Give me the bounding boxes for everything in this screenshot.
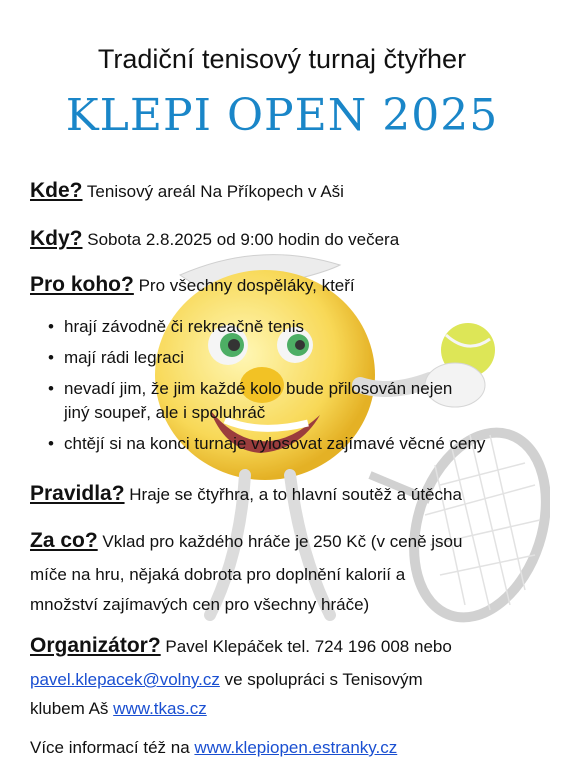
for-whom-row — [30, 274, 550, 297]
list-item — [48, 377, 485, 425]
organizer-heading: Organizátor? — [30, 634, 161, 657]
when-heading: Kdy? — [30, 227, 83, 250]
email-link[interactable]: pavel.klepacek@volny.cz — [30, 670, 220, 689]
fee-line-2: míče na hru, nějaká dobrota pro doplnění kalorií a — [30, 565, 406, 584]
rules-text: Hraje se čtyřhra, a to hlavní soutěž a útěcha — [129, 485, 462, 504]
list-item-continuation: jiný soupeř, ale i spoluhráč — [64, 403, 266, 422]
fee-text: Vklad pro každého hráče je 250 Kč (v ceně jsou — [102, 532, 463, 551]
rules-heading: Pravidla? — [30, 482, 125, 505]
when-text: Sobota 2.8.2025 od 9:00 hodin do večera — [87, 230, 400, 249]
fee-line-3: množství zajímavých cen pro všechny hráče) — [30, 595, 370, 614]
organizer-line-2 — [30, 669, 423, 691]
club-website-link[interactable]: www.tkas.cz — [113, 699, 207, 718]
fee-heading: Za co? — [30, 529, 98, 552]
audience-list — [48, 315, 485, 463]
event-website-link[interactable]: www.klepiopen.estranky.cz — [194, 738, 398, 757]
organizer-line-3 — [30, 698, 207, 720]
rules-row — [30, 483, 550, 506]
when-row — [30, 228, 550, 251]
organizer-text: Pavel Klepáček tel. 724 196 008 nebo — [165, 637, 452, 656]
list-item: • hrají závodně či rekreačně tenis — [48, 315, 485, 339]
event-title: KLEPI OPEN 2025 — [65, 90, 499, 141]
list-item: • chtějí si na konci turnaje vylosovat zajímavé věcné ceny — [48, 432, 485, 456]
where-heading: Kde? — [30, 179, 83, 202]
where-text: Tenisový areál Na Příkopech v Aši — [86, 182, 344, 201]
organizer-text-3: klubem Aš — [30, 699, 109, 718]
more-info-text: Více informací též na — [30, 738, 190, 757]
where-row — [30, 180, 550, 203]
event-subtitle: Tradiční tenisový turnaj čtyřher — [97, 44, 467, 74]
more-info-row — [30, 737, 397, 759]
fee-row — [30, 530, 550, 553]
list-item-text: nevadí jim, že jim každé kolo bude přilosován nejen — [64, 379, 453, 398]
for-whom-text: Pro všechny dospěláky, kteří — [138, 276, 355, 295]
organizer-row — [30, 635, 550, 658]
list-item: • mají rádi legraci — [48, 346, 485, 370]
organizer-text-2: ve spolupráci s Tenisovým — [224, 670, 423, 689]
for-whom-heading: Pro koho? — [30, 273, 134, 296]
